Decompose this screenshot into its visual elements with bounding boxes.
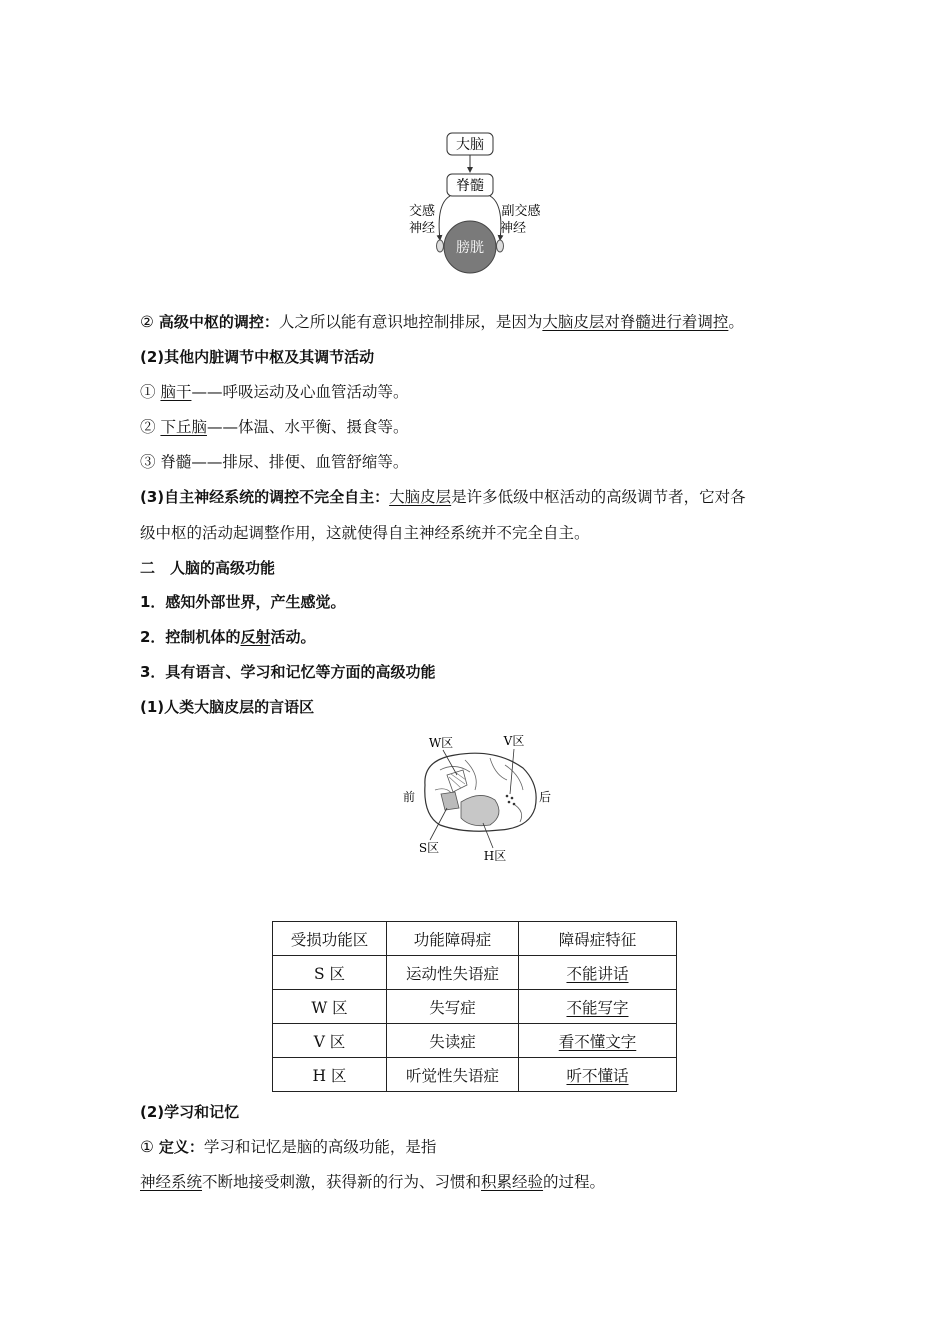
para-line-4 xyxy=(140,416,408,438)
point-2 xyxy=(140,626,315,648)
table-cell-answer: 不能写字 xyxy=(519,990,677,1024)
para-line-3 xyxy=(140,381,408,403)
v-area-label: V区 xyxy=(503,734,525,748)
para-line-1 xyxy=(140,311,744,333)
table-cell: 失写症 xyxy=(387,990,519,1024)
text: 是许多低级中枢活动的高级调节者，它对各 xyxy=(451,488,746,506)
para-line-6 xyxy=(140,486,746,508)
table-cell-answer: 听不懂话 xyxy=(519,1058,677,1092)
bladder-label: 膀胱 xyxy=(456,240,484,256)
table-cell-answer: 不能讲话 xyxy=(519,956,677,990)
language-areas-diagram xyxy=(395,730,560,865)
definition-line xyxy=(140,1136,436,1158)
table-header: 受损功能区 xyxy=(273,922,387,956)
table-header-row xyxy=(273,922,677,956)
text-end: 活动。 xyxy=(270,628,316,646)
right-ganglion xyxy=(497,240,504,252)
table-cell: 运动性失语症 xyxy=(387,956,519,990)
table-cell: 失读症 xyxy=(387,1024,519,1058)
text: 人之所以能有意识地控制排尿，是因为 xyxy=(278,313,543,331)
brain-label: 大脑 xyxy=(456,137,484,153)
circle-num: ② xyxy=(140,313,159,331)
table-cell: S 区 xyxy=(273,956,387,990)
parasympathetic-label-2: 神经 xyxy=(499,221,527,236)
circle-num: ② xyxy=(140,418,161,436)
subheading-learning: (2)学习和记忆 xyxy=(140,1103,240,1121)
table-row xyxy=(273,990,677,1024)
text-end: 。 xyxy=(728,313,744,331)
bold-heading: 定义： xyxy=(158,1138,204,1156)
table-row xyxy=(273,956,677,990)
spinal-label: 脊髓 xyxy=(456,178,484,194)
underlined-answer: 神经系统 xyxy=(140,1173,203,1191)
text: ——呼吸运动及心血管活动等。 xyxy=(191,383,409,401)
bladder-control-diagram xyxy=(400,128,560,278)
back-label: 后 xyxy=(538,790,552,804)
table-cell: W 区 xyxy=(273,990,387,1024)
table-row xyxy=(273,1058,677,1092)
underlined-answer: 大脑皮层对脊髓进行着调控 xyxy=(542,313,729,331)
bold-heading: (3)自主神经系统的调控不完全自主： xyxy=(140,488,390,506)
left-ganglion xyxy=(437,240,444,252)
h-area xyxy=(461,795,499,825)
circle-num: ① xyxy=(140,383,161,401)
table-header: 功能障碍症 xyxy=(387,922,519,956)
text: ——体温、水平衡、摄食等。 xyxy=(206,418,409,436)
section-heading: 二 人脑的高级功能 xyxy=(140,559,276,577)
front-label: 前 xyxy=(402,790,416,804)
para-line-5: ③ 脊髓——排尿、排便、血管舒缩等。 xyxy=(140,453,409,471)
language-area-table xyxy=(272,921,677,1092)
parasympathetic-label-1: 副交感 xyxy=(501,204,541,219)
table-row xyxy=(273,1024,677,1058)
sympathetic-label-2: 神经 xyxy=(408,221,436,236)
underlined-answer: 大脑皮层 xyxy=(389,488,452,506)
point-1: 1．感知外部世界，产生感觉。 xyxy=(140,593,346,611)
underlined-answer: 积累经验 xyxy=(481,1173,544,1191)
text: 2．控制机体的 xyxy=(140,628,241,646)
para-line-7: 级中枢的活动起调整作用，这就使得自主神经系统并不完全自主。 xyxy=(140,524,590,542)
text-end: 的过程。 xyxy=(543,1173,606,1191)
w-area-label: W区 xyxy=(428,736,454,750)
table-cell: H 区 xyxy=(273,1058,387,1092)
underlined-answer: 下丘脑 xyxy=(160,418,207,436)
underlined-answer: 反射 xyxy=(240,628,271,646)
s-area-label: S区 xyxy=(418,841,440,855)
sympathetic-label-1: 交感 xyxy=(408,204,436,219)
text: 不断地接受刺激，获得新的行为、习惯和 xyxy=(202,1173,482,1191)
circle-num: ① xyxy=(140,1138,159,1156)
table-header: 障碍症特征 xyxy=(519,922,677,956)
definition-line-2 xyxy=(140,1171,605,1193)
table-cell: V 区 xyxy=(273,1024,387,1058)
underlined-answer: 脑干 xyxy=(160,383,192,401)
text: 学习和记忆是脑的高级功能，是指 xyxy=(203,1138,437,1156)
point-4: (1)人类大脑皮层的言语区 xyxy=(140,698,315,716)
table-cell-answer: 看不懂文字 xyxy=(519,1024,677,1058)
bold-heading: 高级中枢的调控： xyxy=(158,313,279,331)
subheading-2: (2)其他内脏调节中枢及其调节活动 xyxy=(140,348,375,366)
h-area-label: H区 xyxy=(483,849,507,863)
point-3: 3．具有语言、学习和记忆等方面的高级功能 xyxy=(140,663,436,681)
table-cell: 听觉性失语症 xyxy=(387,1058,519,1092)
